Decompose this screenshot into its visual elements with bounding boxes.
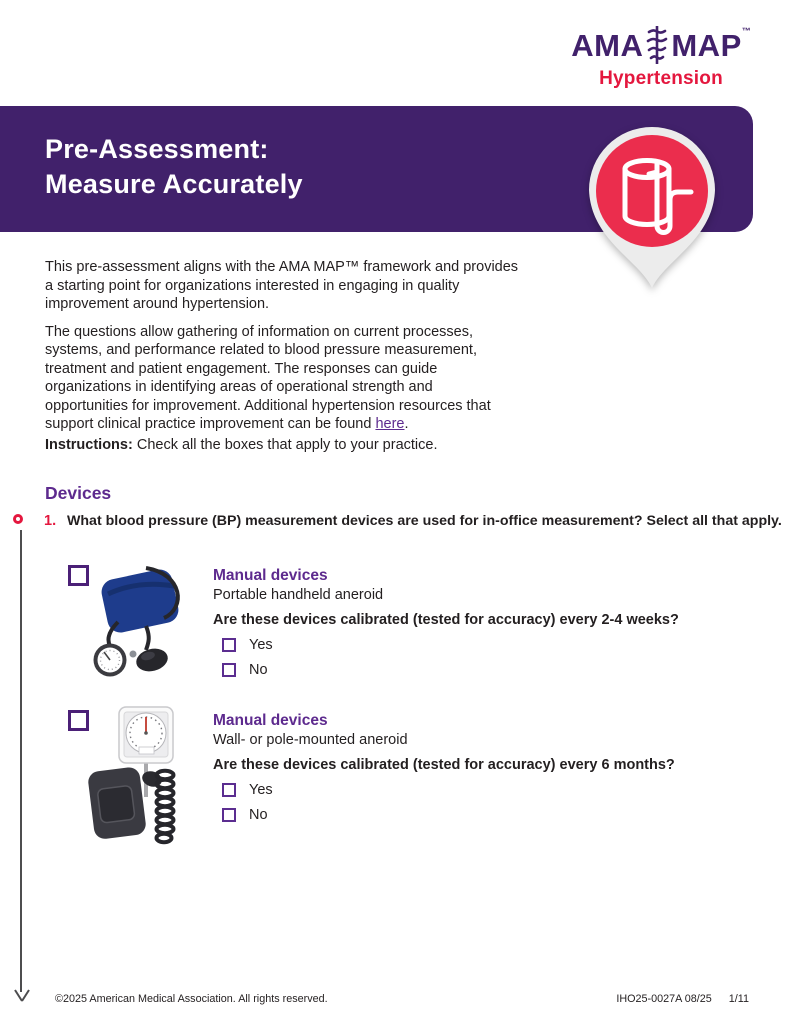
device-option-2 bbox=[213, 712, 753, 823]
yes-label: Yes bbox=[249, 637, 273, 653]
instructions-text: Check all the boxes that apply to your practice. bbox=[132, 437, 438, 453]
ama-map-logo bbox=[561, 24, 761, 90]
device-subheading: Portable handheld aneroid bbox=[213, 587, 384, 603]
no-label: No bbox=[249, 807, 268, 823]
down-arrow-icon bbox=[12, 988, 32, 1004]
intro-paragraph-2 bbox=[45, 323, 519, 434]
portable-handheld-aneroid-photo bbox=[88, 560, 190, 682]
logo-trademark: ™ bbox=[741, 26, 751, 36]
device-heading: Manual devices bbox=[213, 567, 328, 584]
question-marker-ring-icon bbox=[13, 514, 23, 524]
intro-text bbox=[45, 258, 519, 443]
no-label: No bbox=[249, 662, 268, 678]
here-link[interactable]: here bbox=[375, 416, 405, 432]
instructions-label: Instructions: bbox=[45, 437, 133, 453]
wall-or-pole-mounted-aneroid-photo bbox=[88, 703, 185, 850]
answer-row-no bbox=[222, 807, 753, 823]
yes-checkbox[interactable] bbox=[222, 783, 236, 797]
section-heading-devices: Devices bbox=[45, 483, 112, 503]
document-id: IHO25-0027A 08/25 bbox=[616, 993, 712, 1005]
question-number: 1. bbox=[44, 513, 57, 529]
device-option-1-checkbox[interactable] bbox=[68, 565, 89, 586]
question-text: What blood pressure (BP) measurement devices are used for in-office measurement? Select all that apply. bbox=[67, 513, 782, 529]
intro-paragraph-1: This pre-assessment aligns with the AMA MAP™ framework and provides a starting point for organizations interested in engaging in quality improvement around hypertension. bbox=[45, 259, 519, 312]
footer-right bbox=[616, 993, 749, 1005]
calibration-question: Are these devices calibrated (tested for accuracy) every 6 months? bbox=[213, 757, 675, 773]
yes-label: Yes bbox=[249, 782, 273, 798]
device-subheading: Wall- or pole-mounted aneroid bbox=[213, 732, 408, 748]
calibration-question: Are these devices calibrated (tested for accuracy) every 2-4 weeks? bbox=[213, 612, 679, 628]
device-heading: Manual devices bbox=[213, 712, 328, 729]
answer-row-no bbox=[222, 662, 753, 678]
caduceus-icon bbox=[644, 24, 670, 66]
intro-paragraph-2-text: The questions allow gathering of information on current processes, systems, and performance related to blood pressure measurement, treatment and patient engagement. The responses can guide organizations in identifying areas of operational strength and opportunities for improvement. Additional hypertension resources that support clinical practice improvement can be found bbox=[45, 323, 491, 432]
yes-checkbox[interactable] bbox=[222, 638, 236, 652]
page-title-line1: Pre-Assessment: bbox=[45, 134, 269, 164]
bp-cuff-pin-icon bbox=[583, 124, 721, 292]
copyright-text: ©2025 American Medical Association. All rights reserved. bbox=[55, 993, 328, 1005]
device-option-2-checkbox[interactable] bbox=[68, 710, 89, 731]
answer-row-yes bbox=[222, 637, 753, 653]
answer-row-yes bbox=[222, 782, 753, 798]
page-title-line2: Measure Accurately bbox=[45, 169, 303, 199]
logo-ama-text: AMA bbox=[571, 27, 644, 63]
intro-paragraph-2-period: . bbox=[404, 416, 409, 432]
page-number: 1/11 bbox=[728, 993, 749, 1005]
logo-map-text: MAP bbox=[671, 27, 742, 63]
instructions-line bbox=[45, 437, 645, 453]
timeline-line bbox=[20, 530, 22, 992]
no-checkbox[interactable] bbox=[222, 808, 236, 822]
device-option-1 bbox=[213, 567, 753, 678]
logo-subtitle: Hypertension bbox=[599, 68, 723, 89]
no-checkbox[interactable] bbox=[222, 663, 236, 677]
